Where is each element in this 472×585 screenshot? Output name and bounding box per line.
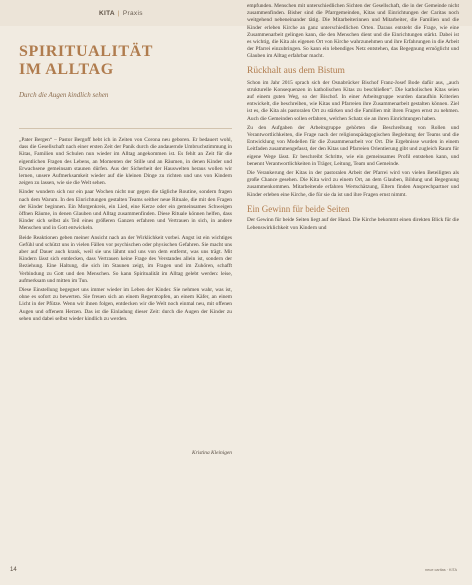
article-title	[19, 43, 232, 79]
article-subtitle: Durch die Augen kindlich sehen	[19, 91, 109, 99]
section-heading-2: Ein Gewinn für beide Seiten	[247, 203, 350, 214]
footer-publication: neue caritas · KiTA	[424, 568, 457, 572]
article-header	[19, 43, 232, 99]
title-line-2: IM ALLTAG	[19, 61, 114, 78]
paragraph: „Pater Bergen“ – Pastor Bergoff hebt ich in Zeiten von Coronа neu geboren. Er bedauert wohl, dass die Gesellschaft nach einer ersten Zeit der Panik durch die andauernde Umbruchstimmung in Kitas, Familien und Schulen nun wieder im Alltag angekommen ist. Es fehlt an Zeit für die eigentlichen Fragen des Lebens, an Momenten der Stille und an Räumen, in denen Kinder und Erwachsene gemeinsam staunen dürfen. Aus der Sicherheit der Hauswelten heraus wollen wir lernen, unsere Aufmerksamkeit wieder auf die kleinen Dinge zu richten und uns von Kindern zeigen zu lassen, wie sie die Welt sehen.	[19, 137, 232, 187]
section-heading-1: Rückhalt aus dem Bistum	[247, 65, 345, 76]
title-line-1: SPIRITUALITÄT	[19, 43, 154, 60]
divider	[19, 128, 232, 129]
section-label: KITA	[99, 10, 115, 17]
category-label: Praxis	[122, 10, 143, 17]
paragraph: Kinder wundern sich nur ein paar Wochen nicht nur gegen die tägliche Routine, sondern fragen nach dem Warum. In den Einrichtungen gestalten Teams seither neue Rituale, die mit den Fragen der Kinder beginnen. Ein Morgenkreis, ein Lied, eine Kerze oder ein gemeinsames Schweigen öffnen Räume, in denen Glauben und Alltag zusammenfinden. Diese Rituale können helfen, dass Kinder sich selbst als Teil eines größeren Ganzen erfahren und Vertrauen in sich, in andere Menschen und in Gott entwickeln.	[19, 189, 232, 232]
author-name: Kristina Kleinigen	[192, 450, 232, 456]
paragraph: Die Verankerung der Kitas in der pastoralen Arbeit der Pfarrei wird von vielen Beteiligten als große Chance gesehen. Die Kita wird zu einem Ort, an dem Glauben, Bildung und Begegnung zusammenkommen. Mitarbeitende erfahren Wertschätzung, Eltern finden Ansprechpartner und Kinder erleben eine Kirche, die für sie da ist und ihre Fragen ernst nimmt.	[247, 170, 459, 198]
paragraph: Beide Reaktionen geben meiner Ansicht nach an der Wirklichkeit vorbei. Angst ist ein wichtiges Gefühl und schützt uns in vielen Fällen vor psychischen oder physischen Gefahren. Sie macht uns aber auf Dauer auch krank, weil sie uns lähmt und uns von dem entfernt, was uns trägt. Mit Kindern lässt sich entdecken, dass Vertrauen keine Frage des Verstandes allein ist, sondern der Beziehung. Eine Haltung, die sich im Staunen zeigt, im Fragen und im Zuhören, schafft Verbindung zu Gott und den Menschen. So kann Spiritualität im Alltag gelebt werden: leise, aufmerksam und mitten im Tun.	[19, 234, 232, 284]
paragraph: Zu den Aufgaben der Arbeitsgruppe gehörten die Beschreibung von Rollen und Verantwortlichkeiten, die Frage nach der religionspädagogischen Begleitung der Teams und die Entwicklung von Modellen für die Zusammenarbeit vor Ort. Die Ergebnisse wurden in einem Leitfaden zusammengefasst, der den Kitas und Pfarreien Orientierung gibt und zugleich Raum für eigene Wege lässt. Er beschreibt Schritte, wie ein gemeinsames Profil entstehen kann, und benennt Verantwortlichkeiten in Träger, Leitung, Team und Gemeinde.	[247, 124, 459, 167]
paragraph: Der Gewinn für beide Seiten liegt auf der Hand. Die Kirche bekommt einen direkten Blick für die Lebenswirklichkeit von Kindern und	[247, 217, 459, 231]
section-header	[99, 10, 143, 17]
page-number: 14	[10, 567, 17, 573]
paragraph: Schon im Jahr 2015 sprach sich der Osnabrücker Bischof Franz-Josef Bode dafür aus, „auch strukturelle Konsequenzen in katholischen Kitas zu beschließen“. Die katholischen Kitas seien auf einem guten Weg, so der Bischof. In einer Arbeitsgruppe wurden daraufhin Kriterien entwickelt, die beschreiben, wie Kitas und Pfarreien ihre Zusammenarbeit gestalten können. Ziel ist es, die Kita als pastoralen Ort zu stärken und die Familien mit ihren Fragen ernst zu nehmen. Auch die Gemeinden sollen erfahren, welchen Schatz sie an ihren Einrichtungen haben.	[247, 79, 459, 122]
article-body-right	[247, 3, 459, 563]
header-separator: |	[117, 10, 120, 17]
paragraph: empfunden. Menschen mit unterschiedlichen Sichten der Gesellschaft, die in der Gemeinde nicht zusammenfinden. Bisher sind die Pfarrgemeinden, Kitas und Einrichtungen der Caritas noch weitgehend nebeneinander tätig. Die Mitarbeiterinnen und Mitarbeiter, die Familien und die Kinder erleben Kirche an ganz unterschiedlichen Orten. Daraus entsteht die Frage, wie eine Zusammenarbeit gelingen kann, die den Menschen dient und die Einrichtungen stärkt. Dabei ist es wichtig, die Kita als eigenen Ort von Kirche wahrzunehmen und ihre Erfahrungen in die Arbeit der Pfarrei einzubringen. So kann ein lebendiges Netz entstehen, das Begegnung ermöglicht und Glauben im Alltag erfahrbar macht.	[247, 3, 459, 60]
article-body-left	[19, 137, 232, 445]
paragraph: Diese Einstellung begegnet uns immer wieder im Leben der Kinder. Sie nehmen wahr, was ist, ohne es sofort zu bewerten. Sie freuen sich an einem Regentropfen, an einem Käfer, an einem Licht in der Pfütze. Wenn wir ihnen folgen, entdecken wir die Welt noch einmal neu, mit offenen Augen und offenem Herzen. Das ist die Einladung dieser Zeit: durch die Augen der Kinder zu sehen und dabei selbst wieder kindlich zu werden.	[19, 287, 232, 322]
